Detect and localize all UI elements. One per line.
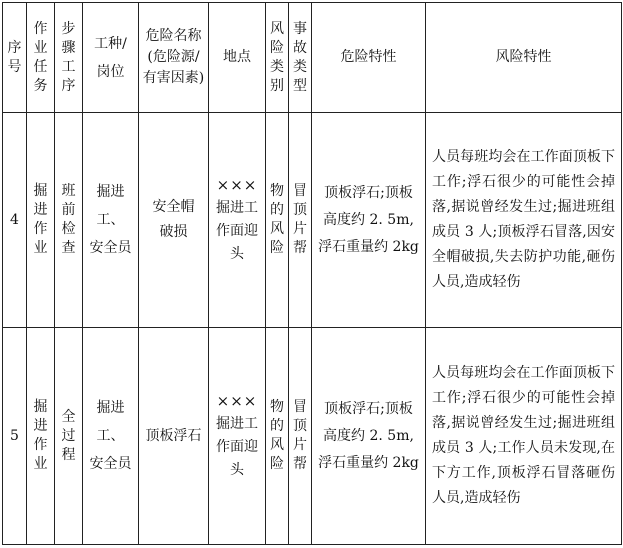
header-risk-feature: 风险特性 [426,3,622,113]
cell-location-line: ××× [216,176,258,194]
header-step: 步骤工序 [55,3,83,113]
cell-risk-category: 物的风险 [266,328,289,545]
header-accident-type: 事故类型 [289,3,312,113]
cell-location-line: ××× [216,392,258,410]
table-row [3,113,622,328]
cell-post-line: 掘进工、 [96,400,125,444]
cell-hazard-feature-line: 浮石重量约 2kg [318,238,419,255]
cell-hazard-name [139,113,209,328]
header-location: 地点 [209,3,266,113]
cell-location-line: 掘进工 [216,416,258,432]
cell-hazard-line: 破损 [159,224,188,240]
cell-location [209,328,266,545]
header-risk-category: 风险类别 [266,3,289,113]
cell-seq: 5 [3,328,27,545]
cell-location-line: 作面迎 [216,223,258,239]
cell-risk-feature: 人员每班均会在工作面顶板下工作;浮石很少的可能性会掉落,据说曾经发生过;掘进班组成员 3 人;工作人员未发现,在下方工作,顶板浮石冒落砸伤人员,造成轻伤 [426,328,622,545]
cell-step: 班前检查 [55,113,83,328]
cell-post-line: 掘进工、 [96,184,125,228]
cell-hazard-feature-line: 高度约 2. 5m, [323,211,414,228]
cell-hazard-feature-line: 高度约 2. 5m, [323,427,414,444]
cell-post [83,328,139,545]
cell-location-line: 头 [230,246,244,262]
cell-task: 掘进作业 [27,328,55,545]
cell-risk-category: 物的风险 [266,113,289,328]
cell-hazard-feature [312,328,426,545]
cell-location-line: 头 [230,462,244,478]
header-post [83,3,139,113]
cell-post [83,113,139,328]
cell-location-line: 作面迎 [216,439,258,455]
cell-hazard-line: 顶板浮石 [145,427,202,444]
header-hazard-feature: 危险特性 [312,3,426,113]
header-hazard-line: 危险名称 [145,28,202,44]
header-post-line: 工种/ [94,35,127,52]
cell-location [209,113,266,328]
cell-post-line: 安全员 [89,456,132,472]
header-seq: 序号 [3,3,27,113]
cell-hazard-feature-line: 浮石重量约 2kg [318,454,419,471]
cell-accident-type: 冒顶片帮 [289,113,312,328]
cell-risk-feature: 人员每班均会在工作面顶板下工作;浮石很少的可能性会掉落,据说曾经发生过;掘进班组成员 3 人;顶板浮石冒落,因安全帽破损,失去防护功能,砸伤人员,造成轻伤 [426,113,622,328]
cell-accident-type: 冒顶片帮 [289,328,312,545]
cell-post-line: 安全员 [89,240,132,256]
header-row [3,3,622,113]
header-task: 作业任务 [27,3,55,113]
table-row [3,328,622,545]
cell-hazard-feature-line: 顶板浮石;顶板 [324,184,413,201]
cell-seq: 4 [3,113,27,328]
cell-hazard-line: 安全帽 [152,199,195,215]
header-hazard-line: (危险源/ [147,49,200,65]
risk-table [2,2,622,545]
header-post-line: 岗位 [96,63,125,80]
cell-hazard-name [139,328,209,545]
cell-location-line: 掘进工 [216,200,258,216]
cell-hazard-feature [312,113,426,328]
cell-task: 掘进作业 [27,113,55,328]
header-hazard-line: 有害因素) [142,70,205,86]
cell-step: 全过程 [55,328,83,545]
cell-hazard-feature-line: 顶板浮石;顶板 [324,400,413,417]
header-hazard-name [139,3,209,113]
